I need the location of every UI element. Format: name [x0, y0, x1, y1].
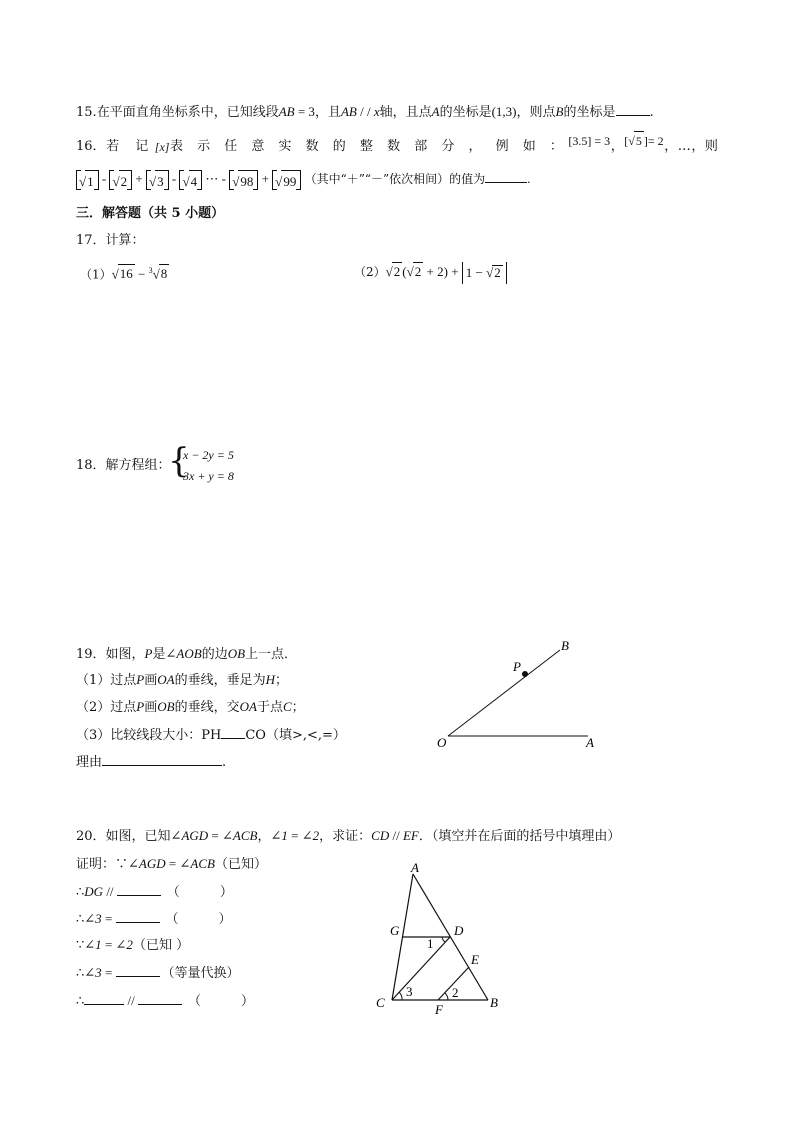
angle-mark-2 — [445, 993, 448, 1000]
answer-blank-20-c[interactable] — [116, 963, 160, 977]
question-19-line-4: （3）比较线段大小：PH CO（填>,<,=） — [76, 725, 346, 745]
system-brace: { — [168, 441, 190, 481]
absolute-value: 1 − √2 — [462, 262, 507, 284]
label-angle-3: 3 — [406, 984, 413, 999]
equation-2: 3x + y = 8 — [183, 469, 234, 483]
label-b: B — [490, 995, 498, 1010]
answer-blank-20-a[interactable] — [117, 882, 161, 896]
label-a: A — [586, 735, 594, 750]
floor-root-2: √2 — [109, 170, 132, 190]
label-angle-1: 1 — [427, 936, 434, 951]
question-19-line-5: 理由 . — [76, 752, 226, 772]
ray-ob — [448, 650, 560, 736]
label-a: A — [411, 860, 419, 875]
question-20-line-4: ∴∠3 = （ ） — [76, 911, 232, 927]
angle-mark-3 — [399, 992, 402, 1000]
question-19-line-3: （2）过点P画OB的垂线，交OA于点C； — [76, 699, 305, 715]
floor-root-4: √4 — [179, 170, 202, 190]
label-b: B — [561, 638, 569, 653]
question-20-line-3: ∴DG // （ ） — [76, 884, 233, 900]
question-20-line-5: ∵∠1 = ∠2（已知 ） — [76, 937, 190, 953]
answer-blank-19-compare[interactable] — [221, 725, 245, 739]
floor-root-98: √98 — [229, 170, 258, 190]
figure-20-triangle — [370, 860, 510, 1020]
label-e: E — [471, 952, 479, 967]
question-20-line-6: ∴∠3 = （等量代换） — [76, 965, 240, 981]
question-16-line-2: √1 - √2 + √3 - √4 ⋯ - √98 + √99 （其中“＋”“－”依次相间）的值为 . — [76, 168, 530, 190]
equation-1: x − 2y = 5 — [183, 448, 234, 462]
question-20-line-2: 证明：∵∠AGD = ∠ACB（已知） — [76, 856, 267, 872]
answer-blank-20-e[interactable] — [138, 991, 182, 1005]
question-20-line-7: ∴ // （ ） — [76, 993, 255, 1009]
question-17-part-2: （2）√2 (√2 + 2) + 1 − √2 — [354, 262, 507, 284]
figure-19-angle — [420, 630, 620, 760]
answer-blank-20-b[interactable] — [116, 909, 160, 923]
question-18-label: 18．解方程组： — [76, 458, 171, 473]
answer-blank-16[interactable] — [485, 169, 527, 183]
answer-blank-20-d[interactable] — [84, 991, 124, 1005]
floor-bracket-x: [x] — [154, 139, 170, 154]
question-17-label: 17．计算： — [76, 233, 145, 248]
point-p — [522, 671, 528, 677]
answer-blank-19-reason[interactable] — [102, 752, 222, 766]
label-c: C — [376, 995, 385, 1010]
label-angle-2: 2 — [452, 985, 459, 1000]
question-16-line-1: 16． 若 记 [x] 表 示 任 意 实 数 的 整 数 部 分 ， 例 如 ： [3.5] = 3 ， [√5 ]= 2 ， … ， 则 — [76, 137, 718, 156]
label-d: D — [454, 923, 464, 938]
label-p: P — [513, 659, 521, 674]
floor-root-99: √99 — [272, 170, 301, 190]
label-o: O — [437, 735, 447, 750]
angle-mark-1 — [442, 937, 445, 942]
section-3-heading: 三．解答题（共 5 小题） — [76, 206, 225, 221]
label-f: F — [435, 1002, 443, 1017]
question-19-line-1: 19．如图，P是∠AOB的边OB上一点． — [76, 646, 298, 662]
floor-root-1: √1 — [76, 170, 99, 190]
question-15: 15.在平面直角坐标系中，已知线段AB = 3，且AB / / x轴，且点A的坐标是(1,3)，则点B的坐标是 . — [76, 104, 654, 120]
answer-blank-15[interactable] — [616, 102, 650, 116]
label-g: G — [390, 923, 400, 938]
example-root-5: [√5 ]= 2 — [624, 131, 663, 150]
floor-root-3: √3 — [146, 170, 169, 190]
question-20-line-1: 20．如图，已知∠AGD = ∠ACB，∠1 = ∠2，求证：CD // EF．（填空并在后面的括号中填理由） — [76, 828, 621, 844]
question-17-part-1: （1）√16 − $^3$√8 — [80, 266, 168, 282]
question-19-line-2: （1）过点P画OA的垂线，垂足为H； — [76, 672, 289, 688]
